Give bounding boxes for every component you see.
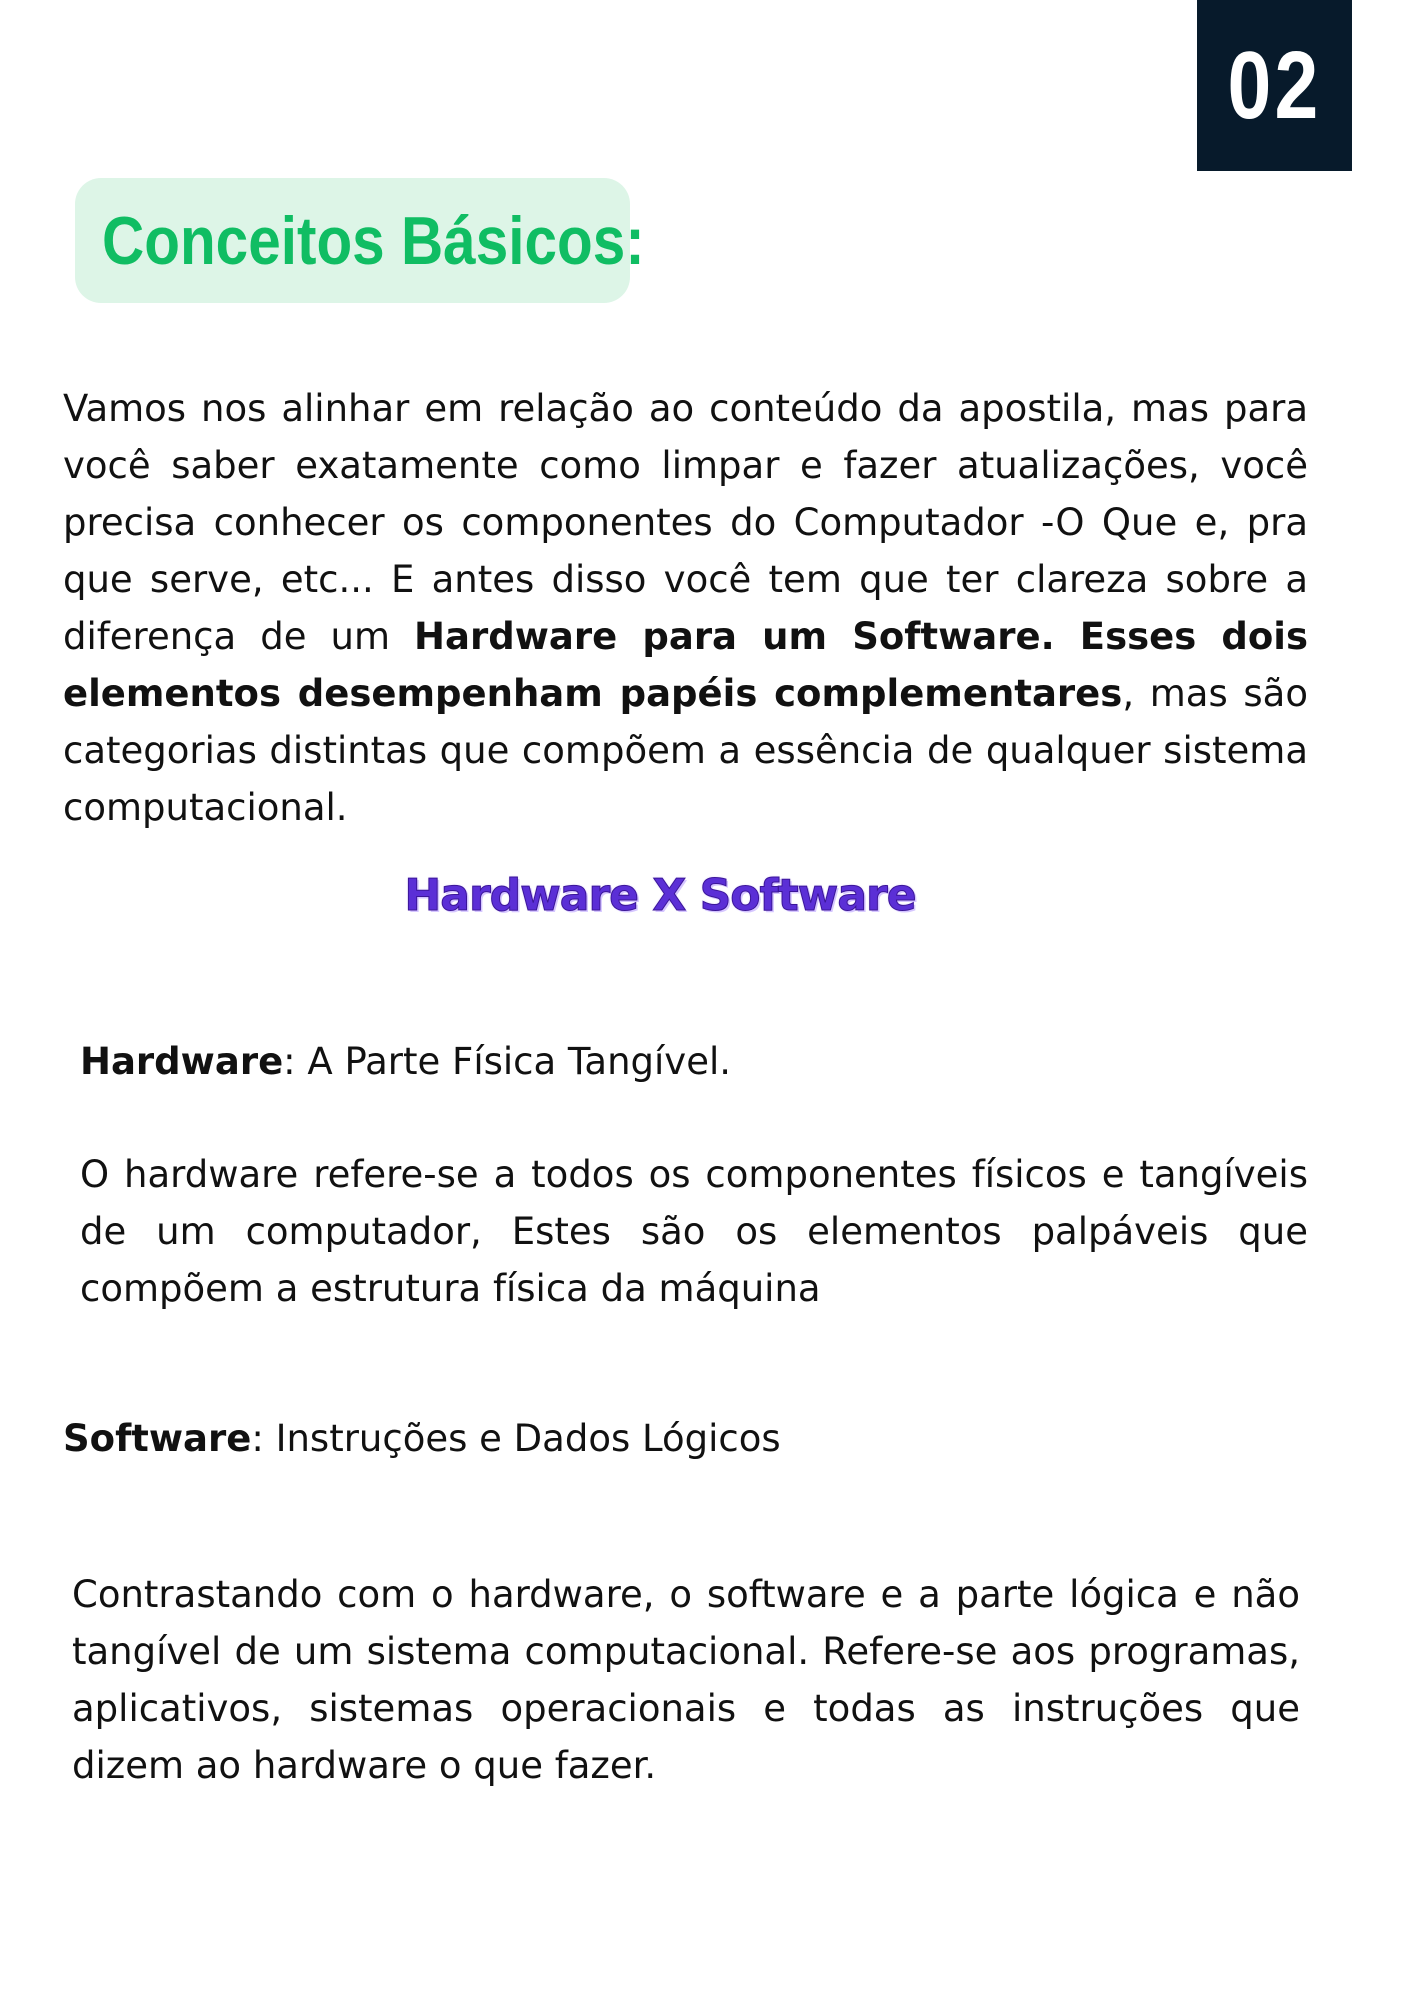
intro-paragraph [63,380,1308,836]
intro-text-part1: Vamos nos alinhar em relação ao conteúdo da apostila, mas para você saber exatamente como limpar e fazer atualizações, você precisa conhecer os componentes do Computador -O Que e, pra que serve, etc... E antes disso você tem que ter clareza sobre a diferença de um [63,387,1308,658]
software-heading [63,1410,781,1467]
intro-bold-text: Hardware para um Software. Esses dois elementos desempenham papéis complementares [63,615,1308,715]
intro-text-part2: , mas são categorias distintas que compõem a essência de qualquer sistema computacional. [63,672,1308,829]
hardware-heading [80,1033,731,1090]
software-subtitle: : Instruções e Dados Lógicos [251,1417,781,1460]
page-title: Conceitos Básicos: [102,202,645,279]
software-description: Contrastando com o hardware, o software e a parte lógica e não tangível de um sistema computacional. Refere-se aos programas, aplicativos, sistemas operacionais e todas as instruções que dizem ao hardware o que fazer. [72,1573,1300,1787]
title-box [75,178,645,303]
software-label: Software [63,1417,252,1460]
hardware-subtitle: : A Parte Física Tangível. [283,1040,732,1083]
hardware-description: O hardware refere-se a todos os componentes físicos e tangíveis de um computador, Estes são os elementos palpáveis que compõem a estrutura física da máquina [80,1153,1308,1310]
hardware-label: Hardware [80,1040,284,1083]
page-number-badge: 02 [1197,0,1352,171]
section-heading: Hardware X Software [404,870,916,921]
